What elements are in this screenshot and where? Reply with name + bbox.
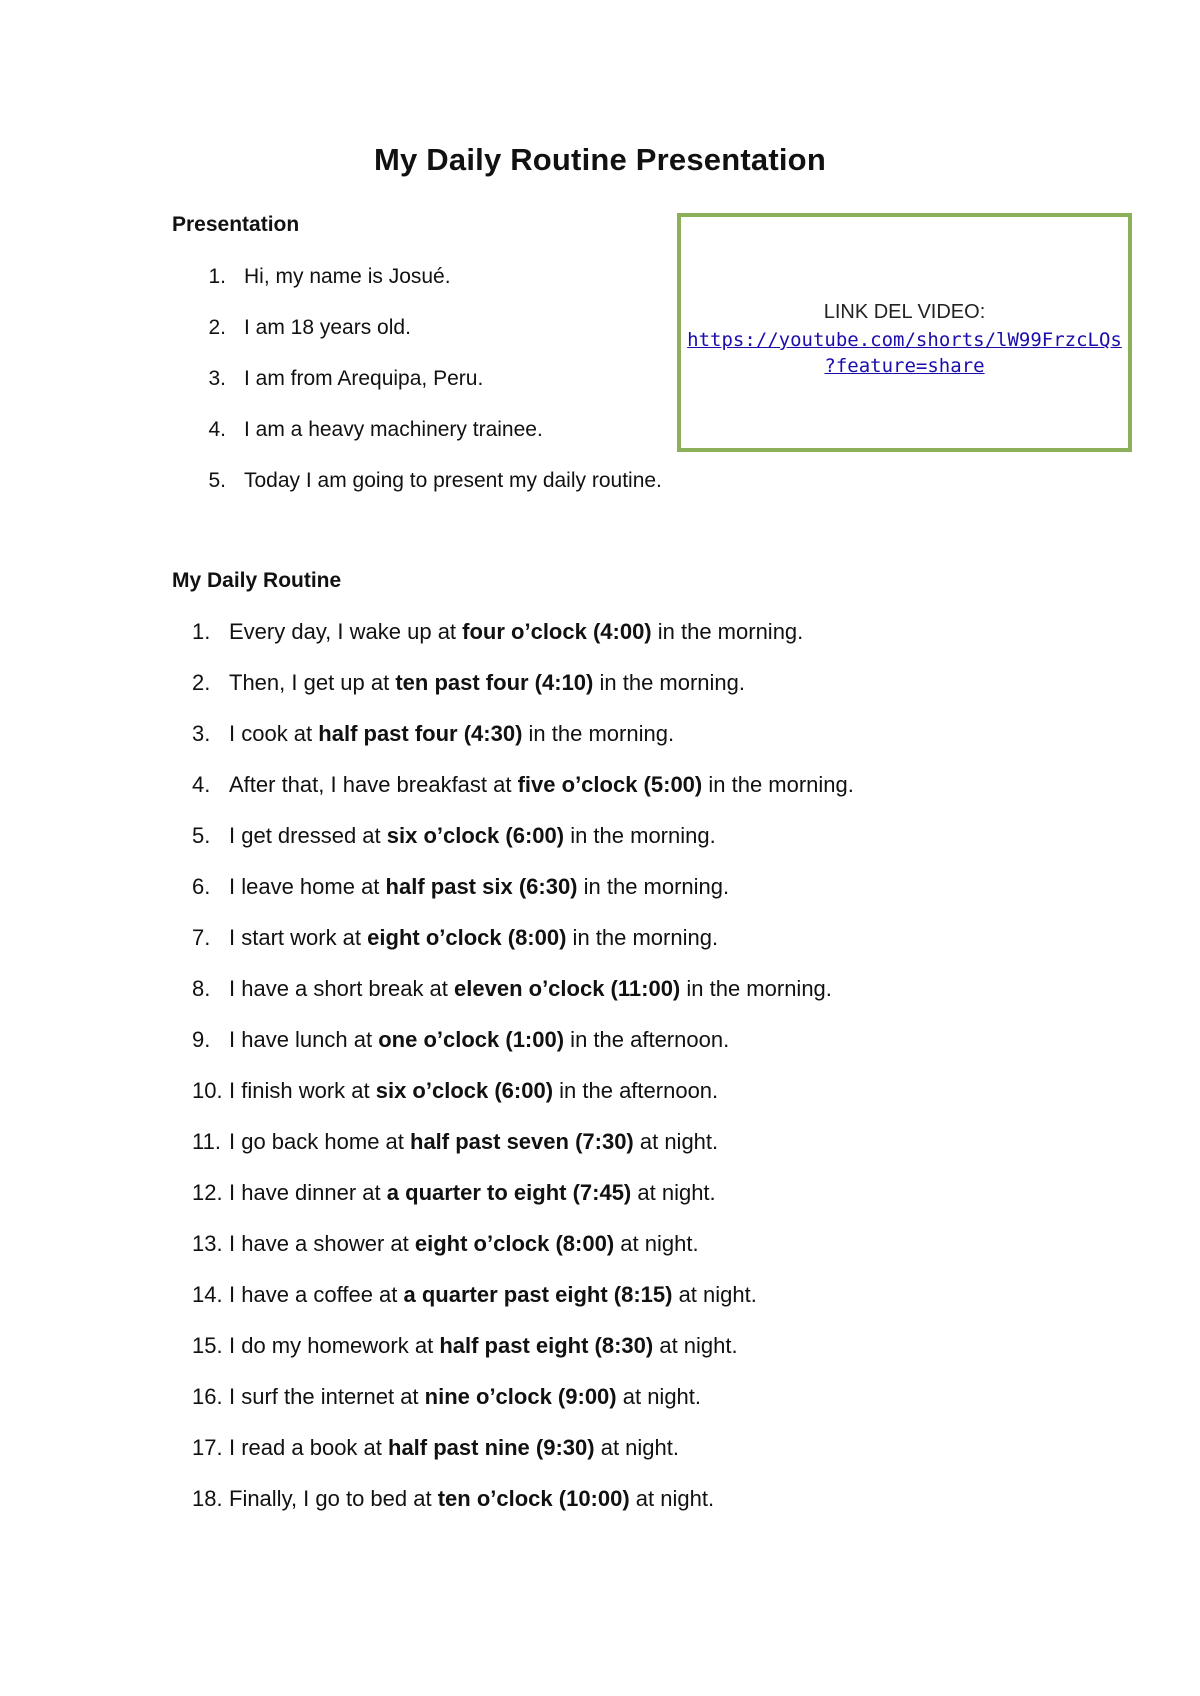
list-number: 4. <box>192 772 211 797</box>
list-text <box>229 1384 701 1410</box>
list-text: I am 18 years old. <box>244 316 411 339</box>
list-number: 17. <box>192 1435 223 1460</box>
page-title: My Daily Routine Presentation <box>374 142 826 177</box>
video-link[interactable] <box>681 327 1128 379</box>
time-bold: one o’clock (1:00) <box>378 1027 565 1052</box>
text-plain: I read a book at <box>229 1435 388 1460</box>
text-plain: in the morning. <box>566 925 719 950</box>
text-plain: in the morning. <box>522 721 675 746</box>
text-plain: Then, I get up at <box>229 670 396 695</box>
text-plain: I have a shower at <box>229 1231 415 1256</box>
text-plain: I have a coffee at <box>229 1282 404 1307</box>
text-plain: I get dressed at <box>229 823 387 848</box>
list-text <box>229 1486 714 1512</box>
list-number: 4. <box>208 418 226 441</box>
video-link-line-1[interactable]: https://youtube.com/shorts/lW99FrzcLQs <box>687 329 1122 351</box>
list-number: 3. <box>208 367 226 390</box>
list-text <box>229 721 674 747</box>
text-plain: I have a short break at <box>229 976 455 1001</box>
list-text <box>229 976 832 1002</box>
video-link-box <box>677 213 1132 452</box>
list-text <box>229 1333 738 1359</box>
list-number: 7. <box>192 925 211 950</box>
list-text <box>229 925 718 951</box>
list-number: 1. <box>192 619 211 644</box>
time-bold: five o’clock (5:00) <box>517 772 703 797</box>
time-bold: half past eight (8:30) <box>439 1333 654 1358</box>
text-plain: Finally, I go to bed at <box>229 1486 438 1511</box>
text-plain: in the morning. <box>702 772 854 797</box>
text-plain: I have lunch at <box>229 1027 379 1052</box>
time-bold: half past four (4:30) <box>318 721 523 746</box>
list-number: 8. <box>192 976 211 1001</box>
list-number: 12. <box>192 1180 223 1205</box>
list-number: 14. <box>192 1282 223 1307</box>
list-number: 11. <box>192 1129 221 1154</box>
list-text: I am from Arequipa, Peru. <box>244 367 484 390</box>
presentation-heading: Presentation <box>172 213 300 236</box>
time-bold: half past nine (9:30) <box>388 1435 595 1460</box>
time-bold: a quarter to eight (7:45) <box>386 1180 632 1205</box>
list-number: 9. <box>192 1027 211 1052</box>
list-text: Hi, my name is Josué. <box>244 265 451 288</box>
text-plain: After that, I have breakfast at <box>229 772 518 797</box>
text-plain: Every day, I wake up at <box>229 619 463 644</box>
list-text <box>229 1129 718 1155</box>
text-plain: in the morning. <box>577 874 730 899</box>
text-plain: in the afternoon. <box>564 1027 730 1052</box>
list-number: 2. <box>208 316 226 339</box>
list-text <box>229 1231 699 1257</box>
list-number: 18. <box>192 1486 223 1511</box>
video-link-label: LINK DEL VIDEO: <box>823 301 986 323</box>
time-bold: eleven o’clock (11:00) <box>454 976 681 1001</box>
list-number: 1. <box>208 265 226 288</box>
list-text <box>229 1282 757 1308</box>
video-link-line-2[interactable]: ?feature=share <box>824 355 985 377</box>
time-bold: a quarter past eight (8:15) <box>403 1282 673 1307</box>
time-bold: six o’clock (6:00) <box>386 823 565 848</box>
text-plain: at night. <box>629 1486 715 1511</box>
routine-heading: My Daily Routine <box>172 569 342 592</box>
text-plain: in the morning. <box>651 619 804 644</box>
text-plain: at night. <box>653 1333 738 1358</box>
text-plain: I start work at <box>229 925 368 950</box>
list-text <box>229 1180 716 1206</box>
text-plain: at night. <box>614 1231 699 1256</box>
time-bold: four o’clock (4:00) <box>462 619 652 644</box>
text-plain: I do my homework at <box>229 1333 440 1358</box>
list-text <box>229 772 854 798</box>
text-plain: I surf the internet at <box>229 1384 425 1409</box>
list-number: 15. <box>192 1333 223 1358</box>
time-bold: half past six (6:30) <box>385 874 578 899</box>
list-number: 13. <box>192 1231 223 1256</box>
time-bold: eight o’clock (8:00) <box>414 1231 615 1256</box>
list-text <box>229 670 745 696</box>
text-plain: at night. <box>633 1129 719 1154</box>
list-text: I am a heavy machinery trainee. <box>244 418 543 441</box>
time-bold: eight o’clock (8:00) <box>367 925 567 950</box>
text-plain: I go back home at <box>229 1129 410 1154</box>
list-number: 5. <box>192 823 211 848</box>
list-number: 3. <box>192 721 211 746</box>
list-text <box>229 619 803 645</box>
text-plain: at night. <box>631 1180 716 1205</box>
text-plain: I leave home at <box>229 874 386 899</box>
time-bold: nine o’clock (9:00) <box>424 1384 617 1409</box>
text-plain: in the afternoon. <box>553 1078 719 1103</box>
text-plain: at night. <box>616 1384 702 1409</box>
time-bold: ten past four (4:10) <box>395 670 594 695</box>
text-plain: I finish work at <box>229 1078 376 1103</box>
list-number: 16. <box>192 1384 223 1409</box>
text-plain: I cook at <box>229 721 319 746</box>
text-plain: I have dinner at <box>229 1180 387 1205</box>
text-plain: at night. <box>672 1282 757 1307</box>
list-text <box>229 1078 718 1104</box>
list-number: 6. <box>192 874 211 899</box>
time-bold: half past seven (7:30) <box>410 1129 634 1154</box>
list-text <box>229 1435 679 1461</box>
list-number: 5. <box>208 469 226 492</box>
list-number: 2. <box>192 670 211 695</box>
list-text <box>229 1027 729 1053</box>
text-plain: in the morning. <box>680 976 832 1001</box>
list-text <box>229 823 716 849</box>
text-plain: in the morning. <box>564 823 716 848</box>
list-text: Today I am going to present my daily routine. <box>244 469 662 492</box>
time-bold: six o’clock (6:00) <box>375 1078 554 1103</box>
time-bold: ten o’clock (10:00) <box>437 1486 630 1511</box>
text-plain: at night. <box>594 1435 679 1460</box>
text-plain: in the morning. <box>593 670 746 695</box>
list-text <box>229 874 729 900</box>
list-number: 10. <box>192 1078 223 1103</box>
